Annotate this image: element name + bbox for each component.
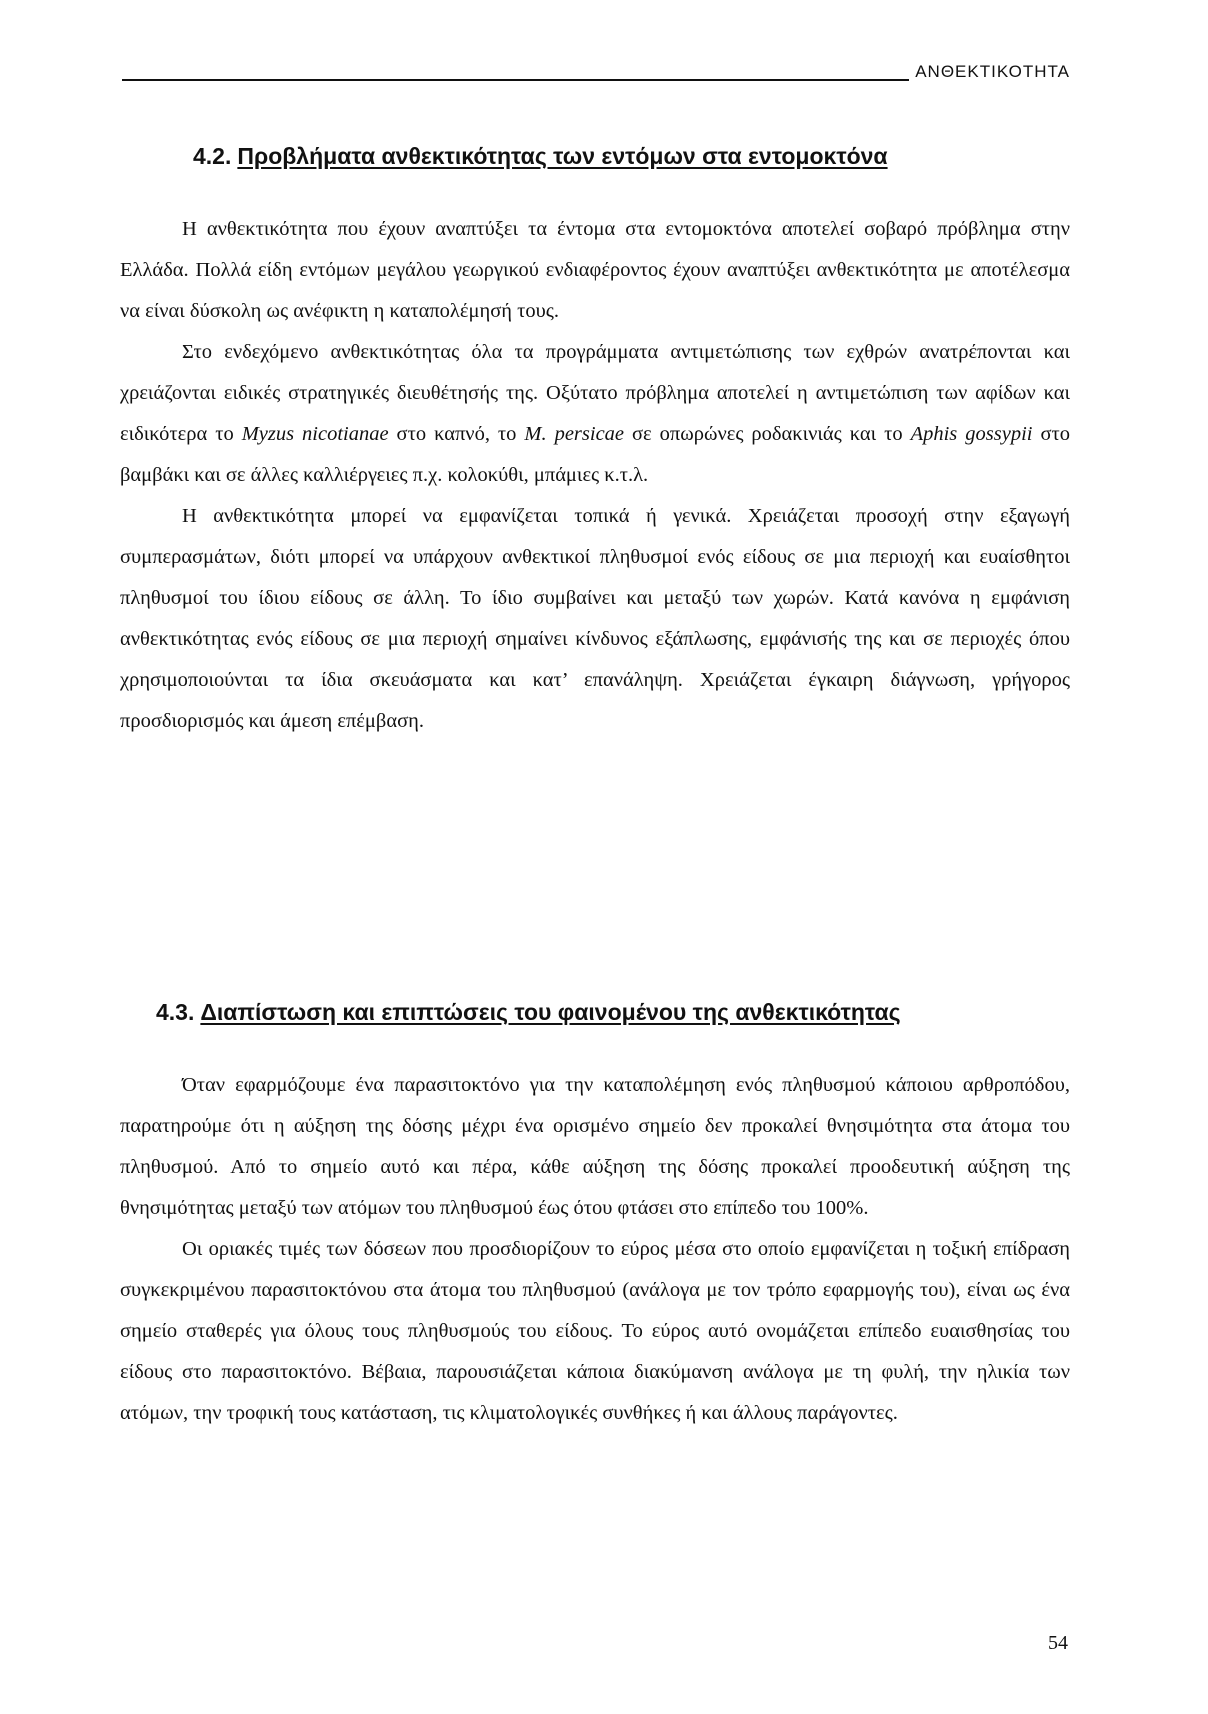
paragraph-text: σε οπωρώνες ροδακινιάς και το: [624, 423, 911, 445]
paragraph-text: Στο ενδεχόμενο ανθεκτικότητας όλα τα προγράμματα αντιμετώπισης των εχθρών ανατρέπονται και χρειάζονται ειδικές στρατηγικές διευθέτησής της. Οξύτατο πρόβλημα αποτελεί η αντιμετώπιση των αφίδων και ειδικότερα το: [120, 341, 1070, 445]
paragraph: [120, 1065, 1070, 1229]
section-heading-4-3: [156, 998, 901, 1026]
section-4-3-body: [120, 1065, 1070, 1434]
section-4-2-body: [120, 209, 1070, 742]
page-number: 54: [1048, 1632, 1068, 1654]
paragraph-text: Οι οριακές τιμές των δόσεων που προσδιορίζουν το εύρος μέσα στο οποίο εμφανίζεται η τοξική επίδραση συγκεκριμένου παρασιτοκτόνου στα άτομα του πληθυσμού (ανάλογα με τον τρόπο εφαρμογής του), είναι ως ένα σημείο σταθερές για όλους τους πληθυσμούς του είδους. Το εύρος αυτό ονομάζεται επίπεδο ευαισθησίας του είδους στο παρασιτοκτόνο. Βέβαια, παρουσιάζεται κάποια διακύμανση ανάλογα με τη φυλή, την ηλικία των ατόμων, την τροφική τους κατάσταση, τις κλιματολογικές συνθήκες ή και άλλους παράγοντες.: [120, 1238, 1070, 1424]
paragraph: [120, 1229, 1070, 1434]
section-title: Διαπίστωση και επιπτώσεις του φαινομένου της ανθεκτικότητας: [200, 999, 901, 1025]
species-name: Aphis gossypii: [910, 423, 1033, 445]
paragraph: [120, 332, 1070, 496]
paragraph: [120, 209, 1070, 332]
species-name: M. persicae: [524, 423, 625, 445]
paragraph-text: στο βαμβάκι και σε άλλες καλλιέργειες π.χ. κολοκύθι, μπάμιες κ.τ.λ.: [120, 423, 1070, 486]
running-header: ΑΝΘΕΚΤΙΚΟΤΗΤΑ: [909, 62, 1070, 82]
section-heading-4-2: [193, 142, 888, 170]
section-number: 4.3.: [156, 999, 195, 1025]
species-name: Myzus nicotianae: [241, 423, 389, 445]
section-number: 4.2.: [193, 143, 232, 169]
paragraph-text: Όταν εφαρμόζουμε ένα παρασιτοκτόνο για την καταπολέμηση ενός πληθυσμού κάποιου αρθροπόδου, παρατηρούμε ότι η αύξηση της δόσης μέχρι ένα ορισμένο σημείο δεν προκαλεί θνησιμότητα στα άτομα του πληθυσμού. Από το σημείο αυτό και πέρα, κάθε αύξηση της δόσης προκαλεί προοδευτική αύξηση της θνησιμότητας μεταξύ των ατόμων του πληθυσμού έως ότου φτάσει στο επίπεδο του 100%.: [120, 1074, 1070, 1219]
paragraph-text: στο καπνό, το: [388, 423, 525, 445]
paragraph-text: Η ανθεκτικότητα μπορεί να εμφανίζεται τοπικά ή γενικά. Χρειάζεται προσοχή στην εξαγωγή συμπερασμάτων, διότι μπορεί να υπάρχουν ανθεκτικοί πληθυσμοί ενός είδους σε μια περιοχή και ευαίσθητοι πληθυσμοί του ίδιου είδους σε άλλη. Το ίδιο συμβαίνει και μεταξύ των χωρών. Κατά κανόνα η εμφάνιση ανθεκτικότητας ενός είδους σε μια περιοχή σημαίνει κίνδυνος εξάπλωσης, εμφάνισής της και σε περιοχές όπου χρησιμοποιούνται τα ίδια σκευάσματα και κατ’ επανάληψη. Χρειάζεται έγκαιρη διάγνωση, γρήγορος προσδιορισμός και άμεση επέμβαση.: [120, 505, 1070, 732]
paragraph-text: Η ανθεκτικότητα που έχουν αναπτύξει τα έντομα στα εντομοκτόνα αποτελεί σοβαρό πρόβλημα στην Ελλάδα. Πολλά είδη εντόμων μεγάλου γεωργικού ενδιαφέροντος έχουν αναπτύξει ανθεκτικότητα με αποτέλεσμα να είναι δύσκολη ως ανέφικτη η καταπολέμησή τους.: [120, 218, 1070, 322]
paragraph: [120, 496, 1070, 742]
section-title: Προβλήματα ανθεκτικότητας των εντόμων στα εντομοκτόνα: [237, 143, 888, 169]
